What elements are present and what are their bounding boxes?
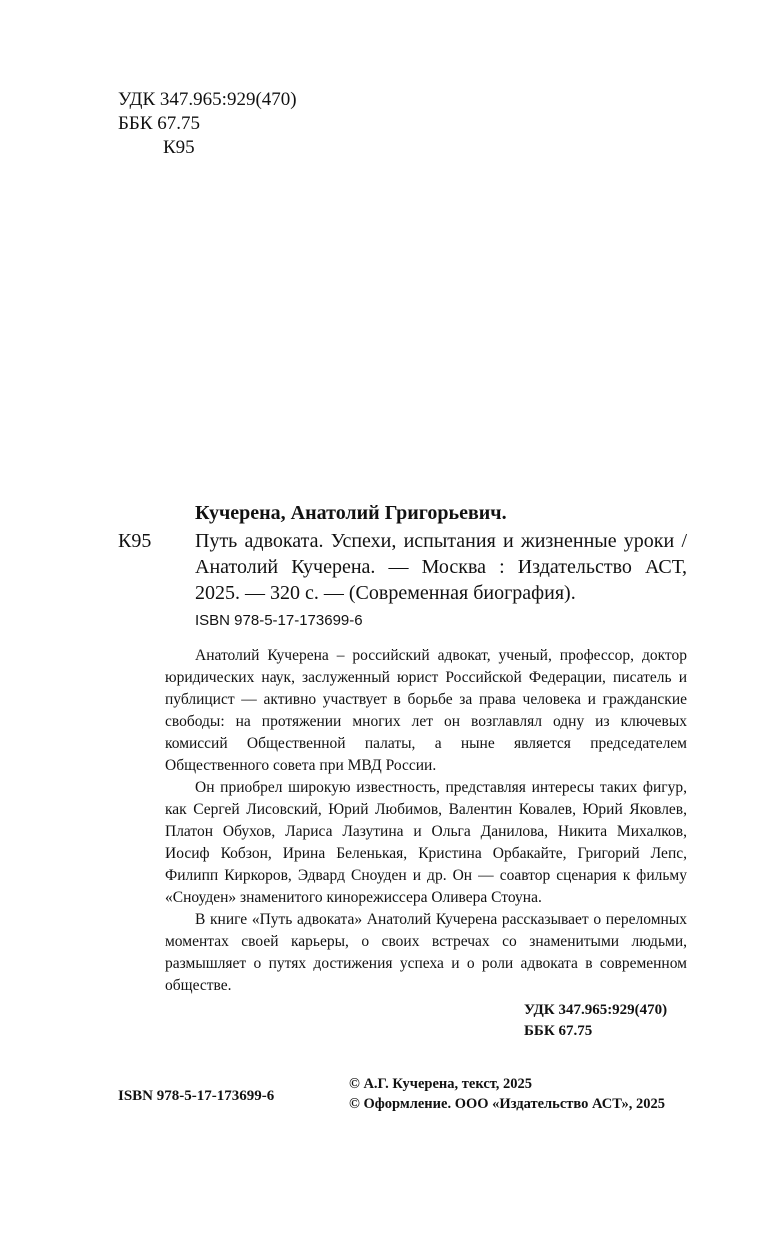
top-author-code: К95 — [163, 137, 195, 158]
annotation-paragraph: Он приобрел широкую известность, представляя интересы таких фигур, как Сергей Лисовский, Юрий Любимов, Валентин Ковалев, Юрий Яковлев, Платон Обухов, Лариса Лазутина и Ольга Данилова, Никита Михалков, Иосиф Кобзон, Ирина Беленькая, Кристина Орбакайте, Григорий Лепс, Филипп Киркоров, Эдвард Сноуден и др. Он — соавтор сценария к фильму «Сноуден» знаменитого кинорежиссера Оливера Стоуна. — [165, 779, 687, 906]
entry-author-code: К95 — [118, 530, 152, 552]
bottom-udk-code: УДК 347.965:929(470) — [524, 1002, 668, 1018]
entry-author: Кучерена, Анатолий Григорьевич. — [195, 502, 507, 524]
annotation-paragraph: В книге «Путь адвоката» Анатолий Кучерена рассказывает о переломных моментах своей карьеры, о своих встречах со знаменитыми людьми, размышляет о путях достижения успеха и о роли адвоката в современном обществе. — [165, 911, 687, 994]
copyright-design: © Оформление. ООО «Издательство АСТ», 2025 — [349, 1096, 666, 1112]
copyright-block — [349, 1074, 665, 1114]
annotation-paragraph: Анатолий Кучерена – российский адвокат, ученый, профессор, доктор юридических наук, заслуженный юрист Российской Федерации, писатель и публицист — активно участвует в борьбе за права человека и гражданские свободы: на протяжении многих лет он возглавлял одну из ключевых комиссий Общественной палаты, а ныне является председателем Общественного совета при МВД России. — [165, 647, 687, 774]
bottom-bbk-code: ББК 67.75 — [524, 1023, 593, 1039]
annotation — [165, 645, 687, 997]
copyright-text: © А.Г. Кучерена, текст, 2025 — [349, 1076, 533, 1092]
top-udk-code: УДК 347.965:929(470) — [118, 89, 297, 110]
entry-description: Путь адвоката. Успехи, испытания и жизненные уроки / Анатолий Кучерена. — Москва : Издательство АСТ, 2025. — 320 с. — (Современная биография). — [195, 530, 687, 604]
imprint-isbn: ISBN 978-5-17-173699-6 — [118, 1088, 275, 1104]
bottom-classification — [524, 1000, 667, 1042]
top-bbk-code: ББК 67.75 — [118, 113, 200, 134]
entry-isbn: ISBN 978-5-17-173699-6 — [195, 612, 363, 629]
